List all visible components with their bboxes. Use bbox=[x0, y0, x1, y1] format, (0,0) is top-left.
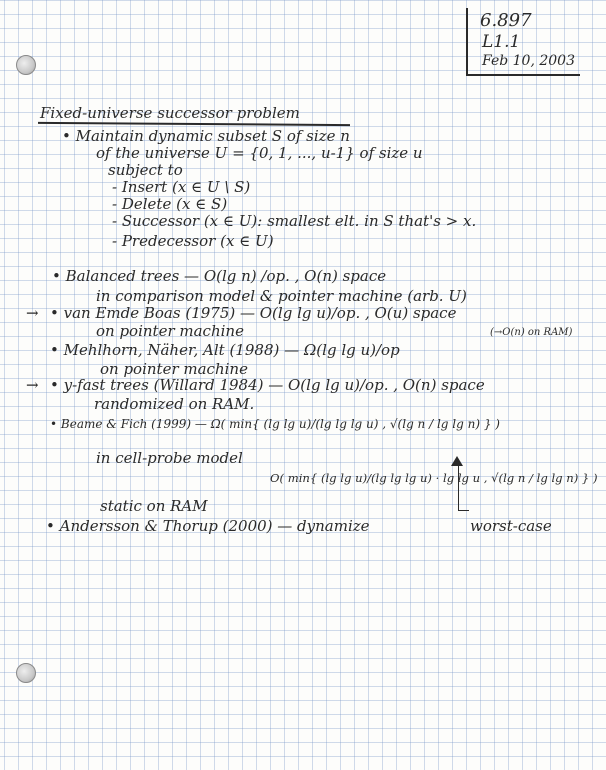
binder-hole bbox=[16, 663, 36, 683]
worst-case-note: worst-case bbox=[470, 517, 552, 535]
result-upper-bound: O( min{ (lg lg u)/(lg lg lg u) · lg lg u , √(lg n / lg lg n) } ) bbox=[270, 471, 598, 485]
result-beame-fich: • Beame & Fich (1999) — Ω( min{ (lg lg u)/(lg lg lg u) , √(lg n / lg lg n) } ) bbox=[50, 417, 500, 431]
course-number: 6.897 bbox=[480, 10, 532, 31]
result-mehlhorn-naher-alt-model: on pointer machine bbox=[100, 360, 248, 378]
page-title: Fixed-universe successor problem bbox=[40, 104, 300, 122]
result-beame-fich-model: in cell-probe model bbox=[96, 449, 243, 467]
result-van-emde-boas-model: on pointer machine bbox=[96, 322, 244, 340]
definition-line-3: subject to bbox=[108, 161, 183, 179]
result-van-emde-boas: • van Emde Boas (1975) — O(lg lg u)/op. , O(u) space bbox=[50, 304, 457, 322]
veb-ram-note: (→O(n) on RAM) bbox=[490, 327, 573, 338]
result-andersson-thorup: • Andersson & Thorup (2000) — dynamize bbox=[46, 517, 370, 535]
operation-delete: - Delete (x ∈ S) bbox=[112, 195, 228, 213]
lecture-number: L1.1 bbox=[482, 32, 521, 52]
result-y-fast-trees-model: randomized on RAM. bbox=[94, 395, 255, 413]
lecture-date: Feb 10, 2003 bbox=[482, 53, 575, 69]
definition-line-2: of the universe U = {0, 1, ..., u-1} of size u bbox=[96, 144, 423, 162]
bracket-line bbox=[458, 462, 469, 511]
result-balanced-trees-model: in comparison model & pointer machine (arb. U) bbox=[96, 287, 467, 305]
arrow-marker: → bbox=[26, 304, 39, 322]
operation-successor: - Successor (x ∈ U): smallest elt. in S that's > x. bbox=[112, 212, 477, 230]
operation-predecessor: - Predecessor (x ∈ U) bbox=[112, 232, 274, 250]
operation-insert: - Insert (x ∈ U \ S) bbox=[112, 178, 251, 196]
result-mehlhorn-naher-alt: • Mehlhorn, Näher, Alt (1988) — Ω(lg lg u)/op bbox=[50, 341, 400, 359]
binder-hole bbox=[16, 55, 36, 75]
static-on-ram-note: static on RAM bbox=[100, 497, 208, 515]
title-underline bbox=[38, 122, 350, 126]
definition-line-1: • Maintain dynamic subset S of size n bbox=[62, 127, 350, 145]
result-balanced-trees: • Balanced trees — O(lg n) /op. , O(n) space bbox=[52, 267, 387, 285]
result-y-fast-trees: • y-fast trees (Willard 1984) — O(lg lg u)/op. , O(n) space bbox=[50, 376, 485, 394]
arrow-marker: → bbox=[26, 376, 39, 394]
